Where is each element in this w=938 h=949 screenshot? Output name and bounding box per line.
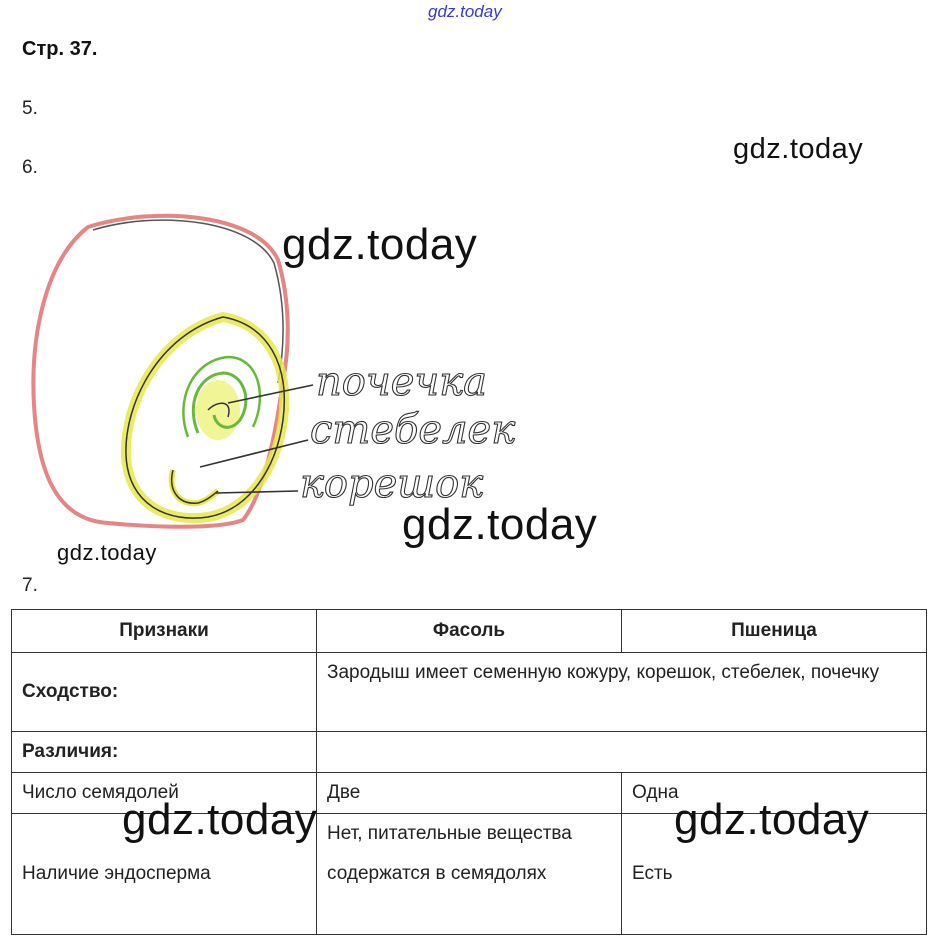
question-6-number: 6. (22, 157, 38, 178)
comparison-table (11, 609, 927, 935)
similarity-text: Зародыш имеет семенную кожуру, корешок, стебелек, почечку (317, 653, 927, 732)
label-stem: стебелек (310, 407, 516, 453)
watermark: gdz.today (674, 795, 870, 844)
question-5-number: 5. (22, 98, 38, 119)
watermark: gdz.today (282, 220, 478, 269)
leader-stem (200, 440, 308, 467)
header-wheat: Пшеница (622, 610, 927, 653)
watermark-top: gdz.today (428, 2, 502, 21)
wheat-cell: Есть (622, 814, 927, 935)
feature-cell: Наличие эндосперма (12, 814, 317, 935)
leader-bud (228, 385, 313, 403)
leader-root (216, 491, 298, 493)
watermark: gdz.today (402, 500, 598, 549)
watermark: gdz.today (733, 133, 864, 165)
label-root: корешок (300, 461, 484, 507)
seed-coat (33, 216, 287, 527)
page-title: Стр. 37. (22, 38, 98, 60)
similarity-label: Сходство: (12, 653, 317, 732)
header-bean: Фасоль (317, 610, 622, 653)
bean-cell: Нет, питательные вещества содержатся в семядолях (317, 814, 622, 935)
similarity-row (12, 653, 927, 732)
header-features: Признаки (12, 610, 317, 653)
differences-empty (317, 732, 927, 773)
table-header-row (12, 610, 927, 653)
question-7-number: 7. (22, 575, 38, 596)
feature-cell: Число семядолей (12, 773, 317, 814)
differences-label: Различия: (12, 732, 317, 773)
wheat-cell: Одна (622, 773, 927, 814)
differences-row (12, 732, 927, 773)
label-bud: почечка (316, 359, 488, 405)
watermark: gdz.today (122, 795, 318, 844)
watermark: gdz.today (57, 540, 157, 565)
bean-cell: Две (317, 773, 622, 814)
